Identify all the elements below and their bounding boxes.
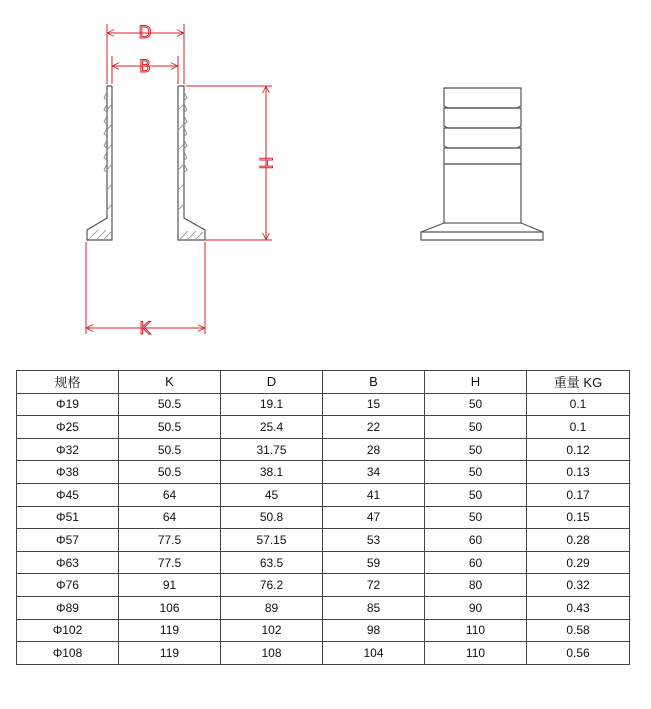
cell-k: 50.5 — [119, 438, 221, 461]
cell-h: 110 — [425, 619, 527, 642]
table-row — [17, 619, 630, 642]
cell-spec: Φ45 — [17, 483, 119, 506]
cell-weight: 0.29 — [527, 551, 630, 574]
table-row — [17, 529, 630, 552]
cell-d: 31.75 — [221, 438, 323, 461]
cell-weight: 0.17 — [527, 483, 630, 506]
cell-d: 50.8 — [221, 506, 323, 529]
cell-spec: Φ57 — [17, 529, 119, 552]
cell-k: 91 — [119, 574, 221, 597]
cell-h: 50 — [425, 438, 527, 461]
table-row — [17, 461, 630, 484]
table-row — [17, 596, 630, 619]
header-k: K — [119, 371, 221, 394]
cell-d: 108 — [221, 642, 323, 665]
cell-b: 85 — [323, 596, 425, 619]
cell-weight: 0.58 — [527, 619, 630, 642]
label-d: D — [138, 23, 152, 43]
header-d: D — [221, 371, 323, 394]
table-row — [17, 642, 630, 665]
cell-spec: Φ108 — [17, 642, 119, 665]
cell-weight: 0.1 — [527, 393, 630, 416]
cell-k: 50.5 — [119, 393, 221, 416]
section-view — [87, 86, 205, 240]
header-h: H — [425, 371, 527, 394]
cell-d: 38.1 — [221, 461, 323, 484]
cell-spec: Φ102 — [17, 619, 119, 642]
cell-b: 47 — [323, 506, 425, 529]
label-k: K — [139, 319, 151, 339]
cell-b: 22 — [323, 416, 425, 439]
cell-spec: Φ19 — [17, 393, 119, 416]
cell-b: 41 — [323, 483, 425, 506]
cell-k: 119 — [119, 642, 221, 665]
cell-weight: 0.43 — [527, 596, 630, 619]
cell-weight: 0.15 — [527, 506, 630, 529]
cell-b: 53 — [323, 529, 425, 552]
cell-d: 89 — [221, 596, 323, 619]
table-row — [17, 551, 630, 574]
table-row — [17, 483, 630, 506]
cell-h: 50 — [425, 506, 527, 529]
table-row — [17, 416, 630, 439]
cell-h: 60 — [425, 551, 527, 574]
cell-h: 50 — [425, 416, 527, 439]
section-left-hatch — [90, 104, 112, 239]
cell-d: 19.1 — [221, 393, 323, 416]
table-row — [17, 438, 630, 461]
cell-d: 76.2 — [221, 574, 323, 597]
cell-b: 28 — [323, 438, 425, 461]
cell-d: 45 — [221, 483, 323, 506]
cell-d: 102 — [221, 619, 323, 642]
cell-d: 25.4 — [221, 416, 323, 439]
header-weight: 重量 KG — [527, 371, 630, 394]
cell-k: 50.5 — [119, 461, 221, 484]
table-row — [17, 393, 630, 416]
spec-table — [16, 370, 630, 665]
cell-d: 63.5 — [221, 551, 323, 574]
cell-h: 50 — [425, 461, 527, 484]
cell-k: 106 — [119, 596, 221, 619]
cell-k: 50.5 — [119, 416, 221, 439]
cell-h: 50 — [425, 483, 527, 506]
exterior-view — [421, 88, 543, 240]
table-header-row — [17, 371, 630, 394]
table-row — [17, 506, 630, 529]
cell-h: 60 — [425, 529, 527, 552]
cell-h: 90 — [425, 596, 527, 619]
header-spec: 规格 — [17, 371, 119, 394]
cell-b: 34 — [323, 461, 425, 484]
cell-k: 64 — [119, 506, 221, 529]
cell-b: 104 — [323, 642, 425, 665]
table-row — [17, 574, 630, 597]
cell-h: 110 — [425, 642, 527, 665]
cell-weight: 0.56 — [527, 642, 630, 665]
cell-weight: 0.28 — [527, 529, 630, 552]
section-right-hatch — [178, 104, 203, 239]
cell-spec: Φ25 — [17, 416, 119, 439]
cell-spec: Φ63 — [17, 551, 119, 574]
section-right-wall — [178, 86, 205, 240]
cell-spec: Φ89 — [17, 596, 119, 619]
label-h: H — [255, 156, 275, 170]
cell-d: 57.15 — [221, 529, 323, 552]
cell-k: 119 — [119, 619, 221, 642]
cell-b: 72 — [323, 574, 425, 597]
cell-weight: 0.1 — [527, 416, 630, 439]
label-b: B — [139, 57, 151, 77]
cell-h: 80 — [425, 574, 527, 597]
cell-spec: Φ32 — [17, 438, 119, 461]
cell-b: 59 — [323, 551, 425, 574]
cell-k: 77.5 — [119, 551, 221, 574]
technical-drawing — [0, 0, 651, 350]
cell-weight: 0.13 — [527, 461, 630, 484]
cell-k: 64 — [119, 483, 221, 506]
cell-spec: Φ51 — [17, 506, 119, 529]
cell-spec: Φ38 — [17, 461, 119, 484]
cell-b: 98 — [323, 619, 425, 642]
cell-weight: 0.32 — [527, 574, 630, 597]
cell-spec: Φ76 — [17, 574, 119, 597]
cell-weight: 0.12 — [527, 438, 630, 461]
cell-h: 50 — [425, 393, 527, 416]
cell-k: 77.5 — [119, 529, 221, 552]
cell-b: 15 — [323, 393, 425, 416]
header-b: B — [323, 371, 425, 394]
